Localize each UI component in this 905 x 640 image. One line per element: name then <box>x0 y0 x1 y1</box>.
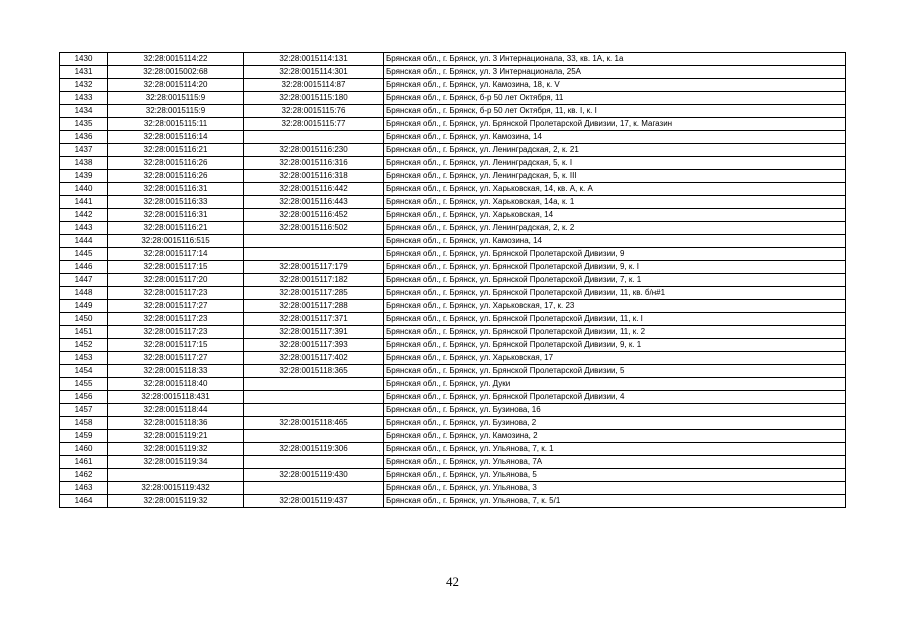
cadastral-number-cell: 32:28:0015117:20 <box>108 274 244 287</box>
table-row <box>60 365 846 378</box>
row-number-cell: 1441 <box>60 196 108 209</box>
object-number-cell: 32:28:0015119:306 <box>244 443 384 456</box>
row-number-cell: 1457 <box>60 404 108 417</box>
row-number-cell: 1445 <box>60 248 108 261</box>
address-cell: Брянская обл., г. Брянск, б-р 50 лет Октября, 11, кв. I, к. I <box>384 105 846 118</box>
object-number-cell: 32:28:0015117:179 <box>244 261 384 274</box>
table-row <box>60 131 846 144</box>
object-number-cell <box>244 482 384 495</box>
object-number-cell <box>244 456 384 469</box>
address-cell: Брянская обл., г. Брянск, б-р 50 лет Октября, 11 <box>384 92 846 105</box>
object-number-cell: 32:28:0015115:76 <box>244 105 384 118</box>
address-cell: Брянская обл., г. Брянск, ул. Камозина, 2 <box>384 430 846 443</box>
table-row <box>60 53 846 66</box>
object-number-cell: 32:28:0015117:402 <box>244 352 384 365</box>
address-cell: Брянская обл., г. Брянск, ул. Бузинова, 2 <box>384 417 846 430</box>
address-cell: Брянская обл., г. Брянск, ул. Ульянова, 7, к. 1 <box>384 443 846 456</box>
row-number-cell: 1434 <box>60 105 108 118</box>
table-row <box>60 339 846 352</box>
address-cell: Брянская обл., г. Брянск, ул. Камозина, 14 <box>384 235 846 248</box>
cadastral-number-cell: 32:28:0015118:44 <box>108 404 244 417</box>
row-number-cell: 1450 <box>60 313 108 326</box>
address-cell: Брянская обл., г. Брянск, ул. Ленинградская, 2, к. 21 <box>384 144 846 157</box>
table-row <box>60 287 846 300</box>
address-cell: Брянская обл., г. Брянск, ул. Камозина, 18, к. V <box>384 79 846 92</box>
cadastral-number-cell: 32:28:0015117:23 <box>108 313 244 326</box>
row-number-cell: 1433 <box>60 92 108 105</box>
address-cell: Брянская обл., г. Брянск, ул. Брянской Пролетарской Дивизии, 4 <box>384 391 846 404</box>
object-number-cell: 32:28:0015117:288 <box>244 300 384 313</box>
table-row <box>60 170 846 183</box>
object-number-cell: 32:28:0015116:502 <box>244 222 384 235</box>
row-number-cell: 1435 <box>60 118 108 131</box>
row-number-cell: 1444 <box>60 235 108 248</box>
registry-table-body <box>60 53 846 508</box>
object-number-cell <box>244 235 384 248</box>
table-row <box>60 313 846 326</box>
address-cell: Брянская обл., г. Брянск, ул. Ульянова, 7, к. 5/1 <box>384 495 846 508</box>
object-number-cell: 32:28:0015115:77 <box>244 118 384 131</box>
row-number-cell: 1462 <box>60 469 108 482</box>
cadastral-number-cell: 32:28:0015119:34 <box>108 456 244 469</box>
row-number-cell: 1458 <box>60 417 108 430</box>
object-number-cell <box>244 378 384 391</box>
row-number-cell: 1448 <box>60 287 108 300</box>
table-row <box>60 105 846 118</box>
address-cell: Брянская обл., г. Брянск, ул. Ульянова, 3 <box>384 482 846 495</box>
object-number-cell: 32:28:0015117:285 <box>244 287 384 300</box>
table-row <box>60 456 846 469</box>
cadastral-number-cell: 32:28:0015114:20 <box>108 79 244 92</box>
row-number-cell: 1464 <box>60 495 108 508</box>
table-row <box>60 222 846 235</box>
table-row <box>60 274 846 287</box>
row-number-cell: 1447 <box>60 274 108 287</box>
object-number-cell: 32:28:0015114:87 <box>244 79 384 92</box>
object-number-cell <box>244 248 384 261</box>
table-row <box>60 352 846 365</box>
row-number-cell: 1456 <box>60 391 108 404</box>
address-cell: Брянская обл., г. Брянск, ул. Брянской Пролетарской Дивизии, 11, кв. б/н#1 <box>384 287 846 300</box>
cadastral-number-cell: 32:28:0015117:14 <box>108 248 244 261</box>
cadastral-number-cell: 32:28:0015002:68 <box>108 66 244 79</box>
address-cell: Брянская обл., г. Брянск, ул. Ленинградская, 5, к. I <box>384 157 846 170</box>
table-row <box>60 495 846 508</box>
cadastral-number-cell: 32:28:0015116:26 <box>108 157 244 170</box>
table-row <box>60 482 846 495</box>
cadastral-number-cell: 32:28:0015116:31 <box>108 209 244 222</box>
cadastral-number-cell: 32:28:0015115:9 <box>108 105 244 118</box>
row-number-cell: 1432 <box>60 79 108 92</box>
object-number-cell: 32:28:0015117:393 <box>244 339 384 352</box>
row-number-cell: 1449 <box>60 300 108 313</box>
object-number-cell: 32:28:0015118:365 <box>244 365 384 378</box>
cadastral-number-cell: 32:28:0015116:33 <box>108 196 244 209</box>
table-row <box>60 417 846 430</box>
row-number-cell: 1443 <box>60 222 108 235</box>
table-row <box>60 326 846 339</box>
address-cell: Брянская обл., г. Брянск, ул. Брянской Пролетарской Дивизии, 7, к. 1 <box>384 274 846 287</box>
address-cell: Брянская обл., г. Брянск, ул. 3 Интернационала, 33, кв. 1А, к. 1а <box>384 53 846 66</box>
row-number-cell: 1439 <box>60 170 108 183</box>
table-row <box>60 430 846 443</box>
row-number-cell: 1438 <box>60 157 108 170</box>
table-row <box>60 235 846 248</box>
row-number-cell: 1442 <box>60 209 108 222</box>
cadastral-number-cell <box>108 469 244 482</box>
cadastral-number-cell: 32:28:0015116:21 <box>108 222 244 235</box>
cadastral-number-cell: 32:28:0015118:36 <box>108 417 244 430</box>
table-row <box>60 404 846 417</box>
object-number-cell: 32:28:0015116:230 <box>244 144 384 157</box>
address-cell: Брянская обл., г. Брянск, ул. Брянской Пролетарской Дивизии, 9 <box>384 248 846 261</box>
cadastral-number-cell: 32:28:0015116:14 <box>108 131 244 144</box>
table-row <box>60 261 846 274</box>
object-number-cell: 32:28:0015116:452 <box>244 209 384 222</box>
row-number-cell: 1452 <box>60 339 108 352</box>
cadastral-number-cell: 32:28:0015117:27 <box>108 300 244 313</box>
row-number-cell: 1453 <box>60 352 108 365</box>
object-number-cell: 32:28:0015116:316 <box>244 157 384 170</box>
object-number-cell: 32:28:0015116:442 <box>244 183 384 196</box>
address-cell: Брянская обл., г. Брянск, ул. Камозина, 14 <box>384 131 846 144</box>
object-number-cell: 32:28:0015117:182 <box>244 274 384 287</box>
address-cell: Брянская обл., г. Брянск, ул. Брянской Пролетарской Дивизии, 11, к. I <box>384 313 846 326</box>
table-row <box>60 183 846 196</box>
table-row <box>60 66 846 79</box>
row-number-cell: 1451 <box>60 326 108 339</box>
table-row <box>60 79 846 92</box>
address-cell: Брянская обл., г. Брянск, ул. Ленинградская, 2, к. 2 <box>384 222 846 235</box>
cadastral-number-cell: 32:28:0015118:40 <box>108 378 244 391</box>
table-row <box>60 300 846 313</box>
row-number-cell: 1454 <box>60 365 108 378</box>
cadastral-number-cell: 32:28:0015114:22 <box>108 53 244 66</box>
object-number-cell <box>244 430 384 443</box>
row-number-cell: 1436 <box>60 131 108 144</box>
cadastral-number-cell: 32:28:0015116:515 <box>108 235 244 248</box>
cadastral-number-cell: 32:28:0015119:432 <box>108 482 244 495</box>
address-cell: Брянская обл., г. Брянск, ул. Брянской Пролетарской Дивизии, 9, к. 1 <box>384 339 846 352</box>
table-row <box>60 378 846 391</box>
address-cell: Брянская обл., г. Брянск, ул. Харьковская, 14а, к. 1 <box>384 196 846 209</box>
row-number-cell: 1461 <box>60 456 108 469</box>
object-number-cell: 32:28:0015118:465 <box>244 417 384 430</box>
cadastral-number-cell: 32:28:0015117:23 <box>108 326 244 339</box>
table-row <box>60 443 846 456</box>
address-cell: Брянская обл., г. Брянск, ул. Харьковская, 17, к. 23 <box>384 300 846 313</box>
object-number-cell: 32:28:0015114:131 <box>244 53 384 66</box>
object-number-cell: 32:28:0015116:443 <box>244 196 384 209</box>
row-number-cell: 1440 <box>60 183 108 196</box>
address-cell: Брянская обл., г. Брянск, ул. Харьковская, 14 <box>384 209 846 222</box>
cadastral-number-cell: 32:28:0015117:15 <box>108 339 244 352</box>
cadastral-number-cell: 32:28:0015119:21 <box>108 430 244 443</box>
row-number-cell: 1455 <box>60 378 108 391</box>
cadastral-number-cell: 32:28:0015115:11 <box>108 118 244 131</box>
cadastral-number-cell: 32:28:0015116:21 <box>108 144 244 157</box>
row-number-cell: 1460 <box>60 443 108 456</box>
object-number-cell: 32:28:0015116:318 <box>244 170 384 183</box>
address-cell: Брянская обл., г. Брянск, ул. Ульянова, 7А <box>384 456 846 469</box>
row-number-cell: 1459 <box>60 430 108 443</box>
table-row <box>60 157 846 170</box>
cadastral-number-cell: 32:28:0015118:33 <box>108 365 244 378</box>
cadastral-number-cell: 32:28:0015119:32 <box>108 495 244 508</box>
address-cell: Брянская обл., г. Брянск, ул. Дуки <box>384 378 846 391</box>
registry-table <box>59 52 846 508</box>
row-number-cell: 1431 <box>60 66 108 79</box>
address-cell: Брянская обл., г. Брянск, ул. Брянской Пролетарской Дивизии, 5 <box>384 365 846 378</box>
table-row <box>60 391 846 404</box>
object-number-cell: 32:28:0015115:180 <box>244 92 384 105</box>
table-row <box>60 469 846 482</box>
row-number-cell: 1446 <box>60 261 108 274</box>
address-cell: Брянская обл., г. Брянск, ул. Брянской Пролетарской Дивизии, 9, к. I <box>384 261 846 274</box>
address-cell: Брянская обл., г. Брянск, ул. Харьковская, 17 <box>384 352 846 365</box>
address-cell: Брянская обл., г. Брянск, ул. 3 Интернационала, 25А <box>384 66 846 79</box>
object-number-cell: 32:28:0015119:437 <box>244 495 384 508</box>
address-cell: Брянская обл., г. Брянск, ул. Брянской Пролетарской Дивизии, 11, к. 2 <box>384 326 846 339</box>
table-row <box>60 209 846 222</box>
cadastral-number-cell: 32:28:0015116:31 <box>108 183 244 196</box>
object-number-cell <box>244 131 384 144</box>
row-number-cell: 1430 <box>60 53 108 66</box>
cadastral-number-cell: 32:28:0015119:32 <box>108 443 244 456</box>
object-number-cell: 32:28:0015117:371 <box>244 313 384 326</box>
object-number-cell <box>244 391 384 404</box>
row-number-cell: 1463 <box>60 482 108 495</box>
table-row <box>60 144 846 157</box>
cadastral-number-cell: 32:28:0015117:15 <box>108 261 244 274</box>
address-cell: Брянская обл., г. Брянск, ул. Брянской Пролетарской Дивизии, 17, к. Магазин <box>384 118 846 131</box>
address-cell: Брянская обл., г. Брянск, ул. Ленинградская, 5, к. III <box>384 170 846 183</box>
table-row <box>60 248 846 261</box>
object-number-cell: 32:28:0015119:430 <box>244 469 384 482</box>
table-row <box>60 196 846 209</box>
object-number-cell: 32:28:0015117:391 <box>244 326 384 339</box>
table-row <box>60 118 846 131</box>
address-cell: Брянская обл., г. Брянск, ул. Ульянова, 5 <box>384 469 846 482</box>
cadastral-number-cell: 32:28:0015117:27 <box>108 352 244 365</box>
cadastral-number-cell: 32:28:0015117:23 <box>108 287 244 300</box>
cadastral-number-cell: 32:28:0015116:26 <box>108 170 244 183</box>
cadastral-number-cell: 32:28:0015118:431 <box>108 391 244 404</box>
table-row <box>60 92 846 105</box>
object-number-cell: 32:28:0015114:301 <box>244 66 384 79</box>
address-cell: Брянская обл., г. Брянск, ул. Харьковская, 14, кв. А, к. А <box>384 183 846 196</box>
address-cell: Брянская обл., г. Брянск, ул. Бузинова, 16 <box>384 404 846 417</box>
page-number: 42 <box>446 574 459 589</box>
cadastral-number-cell: 32:28:0015115:9 <box>108 92 244 105</box>
row-number-cell: 1437 <box>60 144 108 157</box>
object-number-cell <box>244 404 384 417</box>
